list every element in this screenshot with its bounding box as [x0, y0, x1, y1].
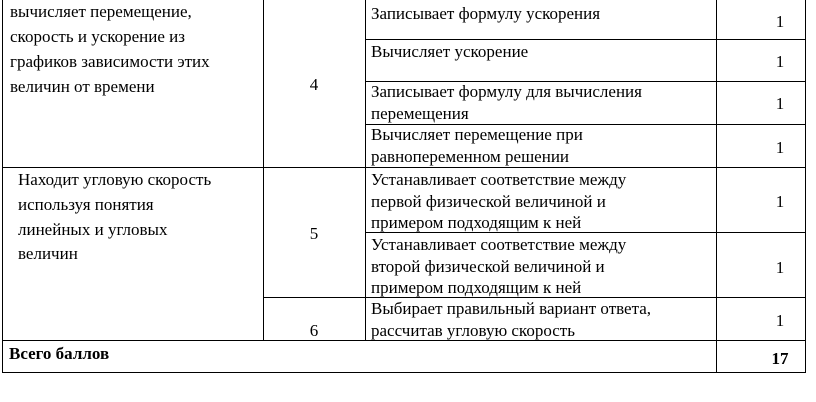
descriptor-line: Записывает формулу ускорения [371, 4, 601, 23]
criterion-line: используя понятия [18, 195, 154, 214]
descriptor-score: 1 [775, 192, 785, 211]
descriptor-score: 1 [775, 52, 785, 71]
column-divider-score [716, 0, 717, 372]
descriptor-score: 1 [775, 258, 785, 277]
descriptor-score: 1 [775, 138, 785, 157]
descriptor-line: равнопеременном решении [371, 147, 570, 166]
descriptor-line: Выбирает правильный вариант ответа, [371, 299, 652, 318]
criterion-line: величин от времени [10, 77, 155, 96]
task-number: 6 [309, 321, 319, 340]
total-label: Всего баллов [9, 344, 110, 363]
criterion-line: Находит угловую скорость [18, 170, 212, 189]
descriptor-score: 1 [775, 12, 785, 31]
descriptor-score: 1 [775, 311, 785, 330]
table-border-left [2, 0, 3, 372]
descriptor-line: Устанавливает соответствие между [371, 235, 627, 254]
total-value: 17 [771, 349, 789, 368]
column-divider-criterion [263, 0, 264, 340]
descriptor-line: рассчитав угловую скорость [371, 321, 575, 340]
column-divider-task [365, 0, 366, 340]
descriptor-line: Записывает формулу для вычисления [371, 82, 642, 101]
criterion-line: вычисляет перемещение, [10, 2, 192, 21]
criterion-line: скорость и ускорение из [10, 27, 185, 46]
task-number: 4 [309, 75, 319, 94]
descriptor-score: 1 [775, 94, 785, 113]
table-border-right [805, 0, 806, 372]
table-border-bottom [2, 372, 806, 373]
descriptor-line: Устанавливает соответствие между [371, 170, 627, 189]
criterion-line: величин [18, 244, 78, 263]
descriptor-line: примером подходящим к ней [371, 278, 582, 297]
criterion-line: графиков зависимости этих [10, 52, 210, 71]
task-number: 5 [309, 224, 319, 243]
row-divider-descriptor-1 [365, 39, 806, 40]
descriptor-line: первой физической величиной и [371, 192, 606, 211]
descriptor-line: Вычисляет перемещение при [371, 125, 583, 144]
descriptor-line: второй физической величиной и [371, 257, 605, 276]
criterion-line: линейных и угловых [18, 220, 168, 239]
descriptor-line: перемещения [371, 104, 469, 123]
descriptor-line: примером подходящим к ней [371, 213, 582, 232]
descriptor-line: Вычисляет ускорение [371, 42, 529, 61]
